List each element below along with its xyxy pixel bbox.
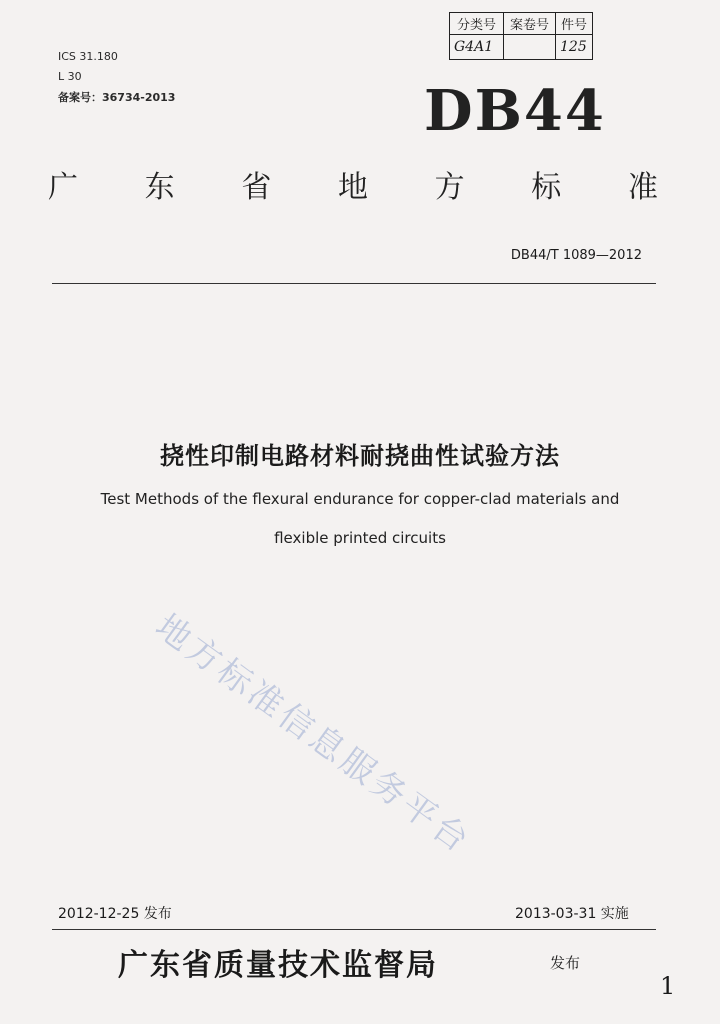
issuer-line — [48, 162, 658, 206]
standard-number: DB44/T 1089—2012 — [510, 248, 642, 263]
page-number: 1 — [660, 972, 676, 1000]
issuer-char: 标 — [531, 170, 562, 205]
top-divider — [52, 283, 656, 284]
issuer-char: 地 — [337, 170, 368, 205]
title-english-line1: Test Methods of the flexural endurance for copper-clad materials and — [100, 490, 620, 508]
stamp-value-category: G4A1 — [450, 35, 504, 59]
db44-logo: DB44 — [424, 78, 606, 144]
filing-number: 备案号：36734-2013 — [58, 91, 176, 104]
stamp-header-item: 件号 — [556, 13, 592, 35]
watermark: 地方标准信息服务平台 — [147, 606, 479, 863]
stamp-value-file — [504, 35, 556, 59]
effective-date: 2013-03-31 实施 — [515, 906, 629, 922]
issuer-char: 东 — [144, 170, 175, 205]
stamp-header-file: 案卷号 — [504, 13, 556, 35]
ics-code: ICS 31.180 — [58, 50, 118, 63]
issuer-char: 准 — [627, 170, 658, 205]
title-chinese: 挠性印制电路材料耐挠曲性试验方法 — [160, 442, 560, 470]
issuer-char: 省 — [241, 170, 272, 205]
stamp-header-category: 分类号 — [450, 13, 504, 35]
bottom-divider — [52, 929, 656, 930]
issue-date: 2012-12-25 发布 — [58, 906, 172, 922]
class-code: L 30 — [58, 70, 82, 83]
archive-stamp-table — [449, 12, 593, 60]
publish-label: 发布 — [550, 954, 581, 972]
issuer-char: 广 — [48, 170, 78, 205]
title-english-line2: flexible printed circuits — [274, 529, 446, 547]
issuing-bureau: 广东省质量技术监督局 — [118, 948, 438, 983]
stamp-value-item: 125 — [560, 39, 587, 55]
issuer-char: 方 — [434, 170, 465, 205]
